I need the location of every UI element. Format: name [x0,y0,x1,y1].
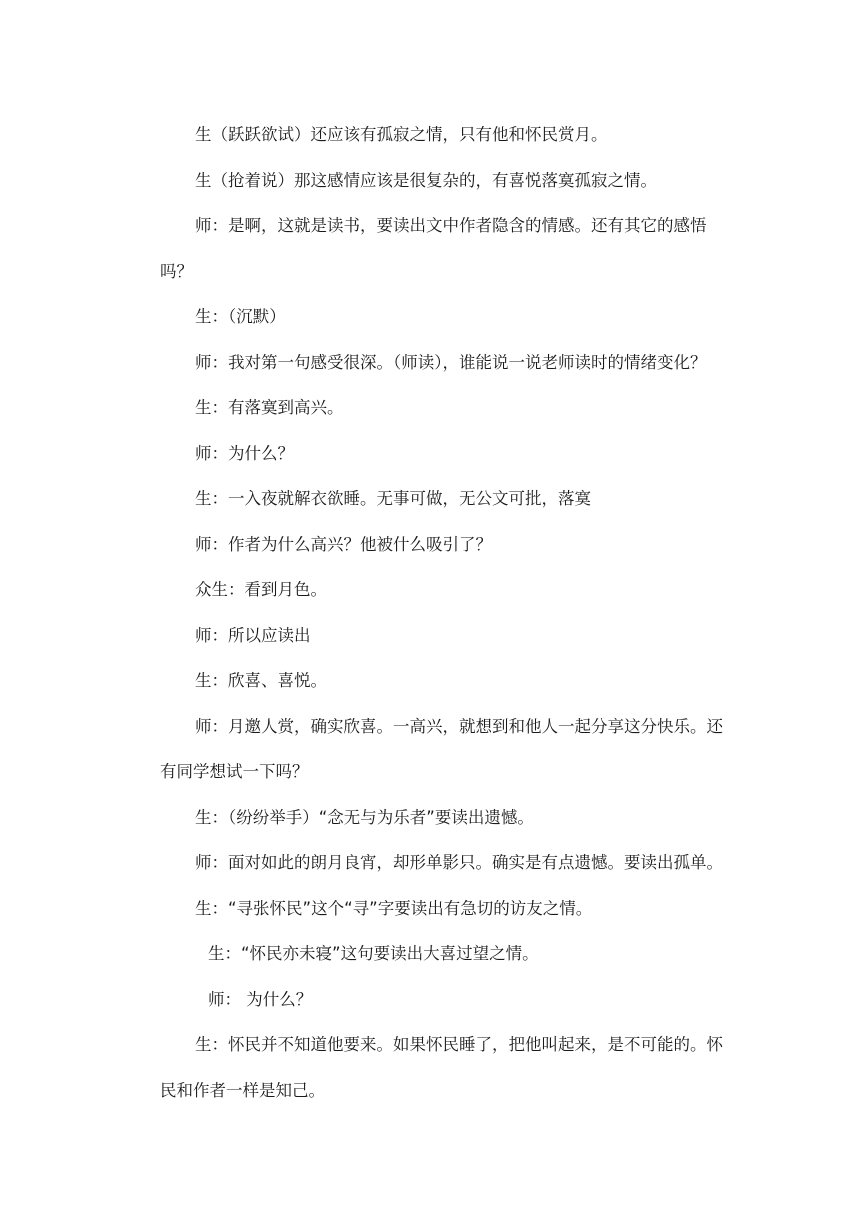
paragraph: 师：是啊，这就是读书，要读出文中作者隐含的情感。还有其它的感悟吗？ [160,216,707,281]
paragraph: 生：（沉默） [195,307,286,326]
paragraph: 众生：看到月色。 [195,580,327,599]
paragraph: 师：月邀人赏，确实欣喜。一高兴，就想到和他人一起分享这分快乐。还有同学想试一下吗？ [160,716,723,781]
paragraph: 生：“怀民亦未寝”这句要读出大喜过望之情。 [208,944,539,963]
paragraph: 生：欣喜、喜悦。 [195,671,327,690]
paragraph: 生（跃跃欲试）还应该有孤寂之情，只有他和怀民赏月。 [195,125,608,144]
paragraph: 师： 为什么？ [208,989,313,1009]
paragraph: 师：面对如此的朗月良宵，却形单影只。确实是有点遗憾。要读出孤单。 [195,853,723,872]
paragraph: 生（抢着说）那这感情应该是很复杂的，有喜悦落寞孤寂之情。 [195,170,657,190]
paragraph: 生：（纷纷举手）“念无与为乐者”要读出遗憾。 [195,807,534,827]
paragraph: 师：作者为什么高兴？他被什么吸引了？ [195,534,492,554]
paragraph: 生：“寻张怀民”这个“寻”字要读出有急切的访友之情。 [195,898,593,918]
paragraph: 师：我对第一句感受很深。（师读），谁能说一说老师读时的情绪变化？ [195,352,707,372]
document-body [160,112,738,1113]
paragraph: 生：有落寞到高兴。 [195,398,344,417]
paragraph: 师：所以应读出 [195,625,311,645]
paragraph: 师：为什么？ [195,443,294,463]
paragraph: 生：怀民并不知道他要来。如果怀民睡了，把他叫起来，是不可能的。怀民和作者一样是知己。 [160,1035,723,1100]
paragraph: 生：一入夜就解衣欲睡。无事可做，无公文可批，落寞 [195,489,591,508]
